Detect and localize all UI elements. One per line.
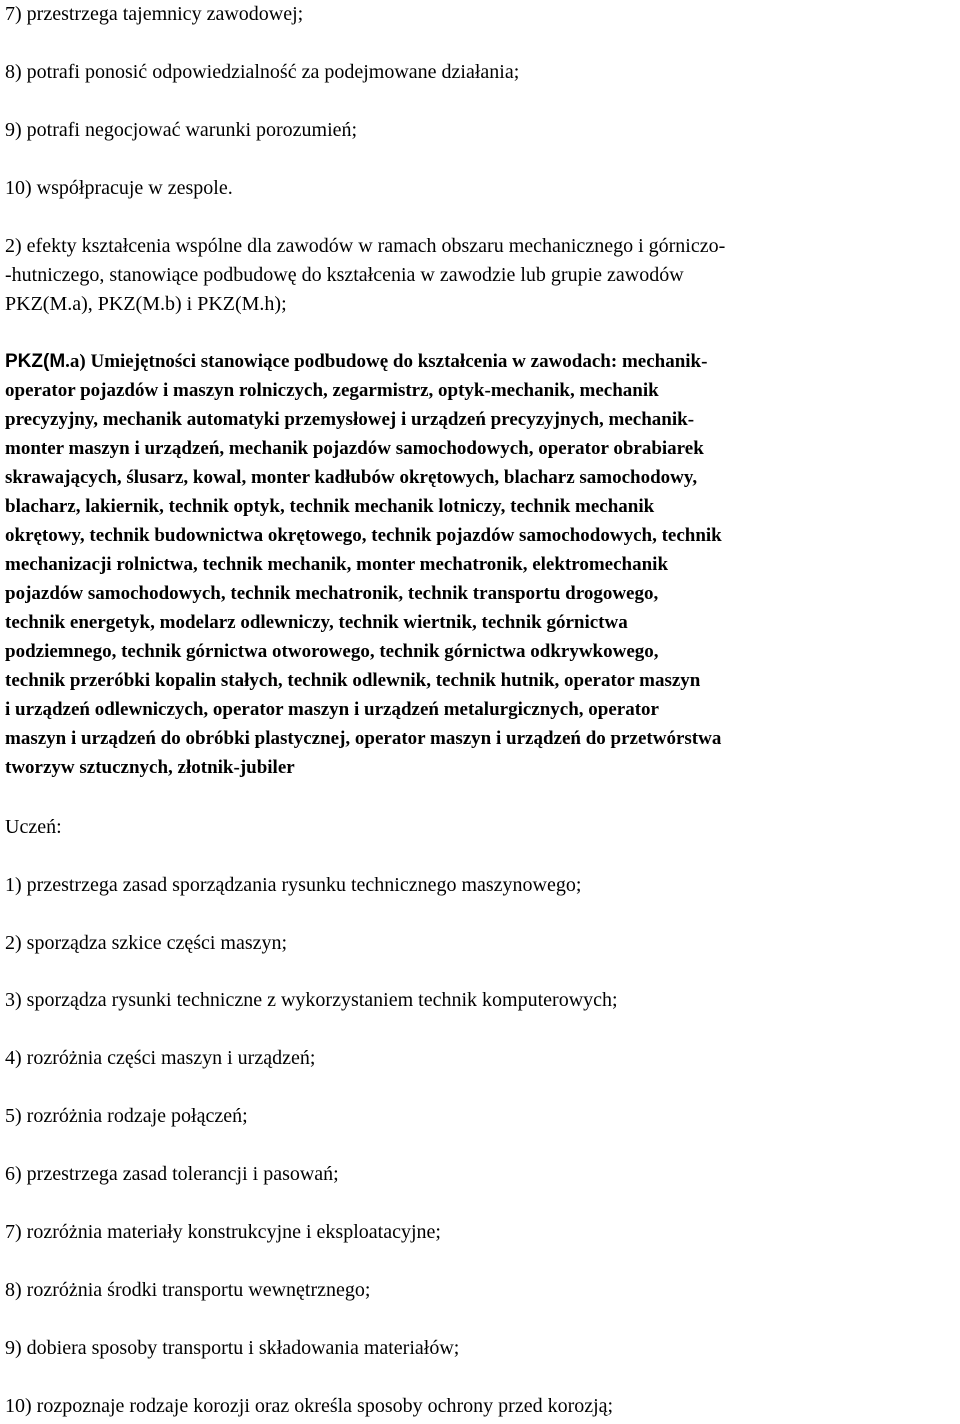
list-item: 10) rozpoznaje rodzaje korozji oraz określa sposoby ochrony przed korozją; — [5, 1395, 614, 1417]
pkz-line: okrętowy, technik budownictwa okrętowego, technik pojazdów samochodowych, technik — [5, 525, 722, 546]
section-2-line: 2) efekty kształcenia wspólne dla zawodów w ramach obszaru mechanicznego i górniczo- — [5, 235, 726, 257]
list-item: 5) rozróżnia rodzaje połączeń; — [5, 1105, 248, 1127]
list-item: 9) potrafi negocjować warunki porozumień; — [5, 119, 358, 141]
pkz-line: pojazdów samochodowych, technik mechatronik, technik transportu drogowego, — [5, 583, 659, 604]
list-item: 7) rozróżnia materiały konstrukcyjne i eksploatacyjne; — [5, 1221, 441, 1243]
pkz-line: blacharz, lakiernik, technik optyk, technik mechanik lotniczy, technik mechanik — [5, 496, 655, 517]
pkz-heading-line — [5, 350, 707, 374]
pkz-line: operator pojazdów i maszyn rolniczych, zegarmistrz, optyk-mechanik, mechanik — [5, 380, 659, 401]
pkz-heading-rest: .a) Umiejętności stanowiące podbudowę do kształcenia w zawodach: mechanik- — [65, 351, 708, 372]
pkz-heading-prefix: PKZ(M — [5, 351, 66, 372]
section-2-line: PKZ(M.a), PKZ(M.b) i PKZ(M.h); — [5, 293, 287, 315]
pkz-line: monter maszyn i urządzeń, mechanik pojazdów samochodowych, operator obrabiarek — [5, 438, 704, 459]
pkz-line: precyzyjny, mechanik automatyki przemysłowej i urządzeń precyzyjnych, mechanik- — [5, 409, 695, 430]
section-2-line: -hutniczego, stanowiące podbudowę do kształcenia w zawodzie lub grupie zawodów — [5, 264, 684, 286]
list-item: 2) sporządza szkice części maszyn; — [5, 932, 288, 954]
pkz-line: maszyn i urządzeń do obróbki plastycznej, operator maszyn i urządzeń do przetwórstwa — [5, 728, 722, 749]
pkz-line: technik przeróbki kopalin stałych, technik odlewnik, technik hutnik, operator maszyn — [5, 670, 701, 691]
list-item: 9) dobiera sposoby transportu i składowania materiałów; — [5, 1337, 460, 1359]
list-item: 3) sporządza rysunki techniczne z wykorzystaniem technik komputerowych; — [5, 989, 618, 1011]
pkz-line: technik energetyk, modelarz odlewniczy, technik wiertnik, technik górnictwa — [5, 612, 628, 633]
list-item: 7) przestrzega tajemnicy zawodowej; — [5, 3, 304, 25]
pkz-line: podziemnego, technik górnictwa otworowego, technik górnictwa odkrywkowego, — [5, 641, 659, 662]
uczen-label: Uczeń: — [5, 816, 62, 838]
list-item: 4) rozróżnia części maszyn i urządzeń; — [5, 1047, 316, 1069]
pkz-line: i urządzeń odlewniczych, operator maszyn i urządzeń metalurgicznych, operator — [5, 699, 659, 720]
list-item: 8) rozróżnia środki transportu wewnętrznego; — [5, 1279, 371, 1301]
list-item: 1) przestrzega zasad sporządzania rysunku technicznego maszynowego; — [5, 874, 582, 896]
pkz-line: mechanizacji rolnictwa, technik mechanik, monter mechatronik, elektromechanik — [5, 554, 669, 575]
list-item: 8) potrafi ponosić odpowiedzialność za podejmowane działania; — [5, 61, 520, 83]
pkz-line: tworzyw sztucznych, złotnik-jubiler — [5, 757, 295, 778]
list-item: 10) współpracuje w zespole. — [5, 177, 233, 199]
list-item: 6) przestrzega zasad tolerancji i pasowań; — [5, 1163, 339, 1185]
pkz-line: skrawających, ślusarz, kowal, monter kadłubów okrętowych, blacharz samochodowy, — [5, 467, 698, 488]
